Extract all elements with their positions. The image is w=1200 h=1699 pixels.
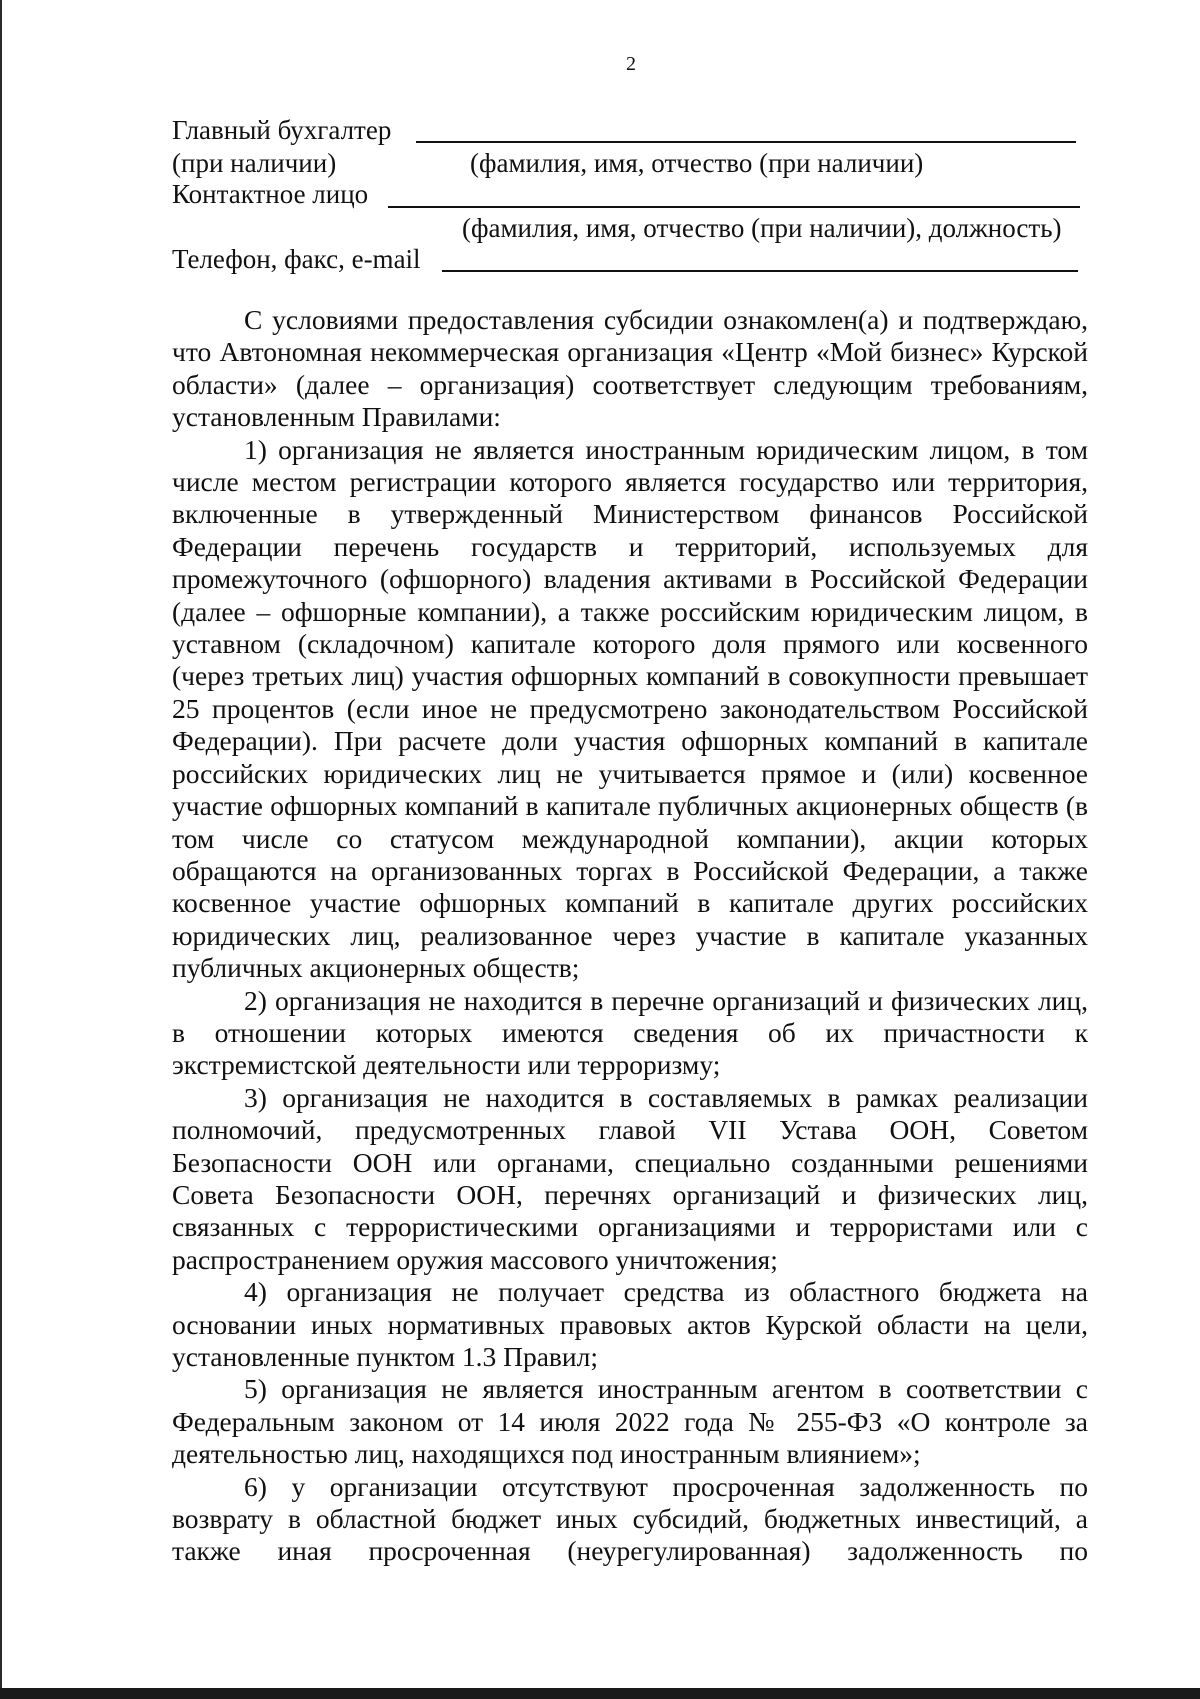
scan-edge-left	[0, 0, 2, 1699]
chief-accountant-qualifier: (при наличии)	[172, 148, 337, 178]
contact-person-line	[388, 206, 1080, 208]
body-text	[172, 304, 1088, 1568]
contact-person-hint: (фамилия, имя, отчество (при наличии), должность)	[462, 213, 1062, 243]
phone-line	[442, 270, 1078, 272]
chief-accountant-label: Главный бухгалтер	[172, 115, 392, 145]
requirement-4: 4) организация не получает средства из областного бюджета на основании иных нормативных правовых актов Курской области на цели, установленные пунктом 1.3 Правил;	[172, 1276, 1088, 1372]
requirement-6: 6) у организации отсутствуют просроченная задолженность по возврату в областной бюджет иных субсидий, бюджетных инвестиций, а также иная просроченная (неурегулированная) задолженность по	[172, 1470, 1088, 1567]
requirement-3: 3) организация не находится в составляемых в рамках реализации полномочий, предусмотренных главой VII Устава ООН, Советом Безопасности ООН или органами, специально созданными решениями Совета Безопасности ООН, перечнях организаций и физических лиц, связанных с террористическими организациями и террористами или с распространением оружия массового уничтожения;	[172, 1081, 1088, 1275]
intro-paragraph: С условиями предоставления субсидии ознакомлен(а) и подтверждаю, что Автономная некоммерческая организация «Центр «Мой бизнес» Курской области» (далее – организация) соответствует следующим требованиям, установленным Правилами:	[172, 304, 1088, 433]
contact-person-label: Контактное лицо	[172, 179, 369, 209]
requirement-2: 2) организация не находится в перечне организаций и физических лиц, в отношении которых имеются сведения об их причастности к экстремистской деятельности или терроризму;	[172, 984, 1088, 1081]
scan-edge-bottom	[0, 1688, 1200, 1699]
requirement-5: 5) организация не является иностранным агентом в соответствии с Федеральным законом от 14 июля 2022 года № 255-ФЗ «О контроле за деятельностью лиц, находящихся под иностранным влиянием»;	[172, 1373, 1088, 1470]
chief-accountant-signature-line	[416, 141, 1076, 143]
chief-accountant-hint: (фамилия, имя, отчество (при наличии)	[470, 148, 924, 178]
page-number: 2	[626, 53, 636, 75]
requirement-1: 1) организация не является иностранным юридическим лицом, в том числе местом регистрации которого является государство или территория, включенные в утвержденный Министерством финансов Российской Федерации перечень государств и территорий, используемых для промежуточного (офшорного) владения активами в Российской Федерации (далее – офшорные компании), а также российским юридическим лицом, в уставном (складочном) капитале которого доля прямого или косвенного (через третьих лиц) участия офшорных компаний в совокупности превышает 25 процентов (если иное не предусмотрено законодательством Российской Федерации). При расчете доли участия офшорных компаний в капитале российских юридических лиц не учитывается прямое и (или) косвенное участие офшорных компаний в капитале публичных акционерных обществ (в том числе со статусом международной компании), акции которых обращаются на организованных торгах в Российской Федерации, а также косвенное участие офшорных компаний в капитале других российских юридических лиц, реализованное через участие в капитале указанных публичных акционерных обществ;	[172, 433, 1088, 984]
phone-label: Телефон, факс, e-mail	[172, 244, 421, 274]
